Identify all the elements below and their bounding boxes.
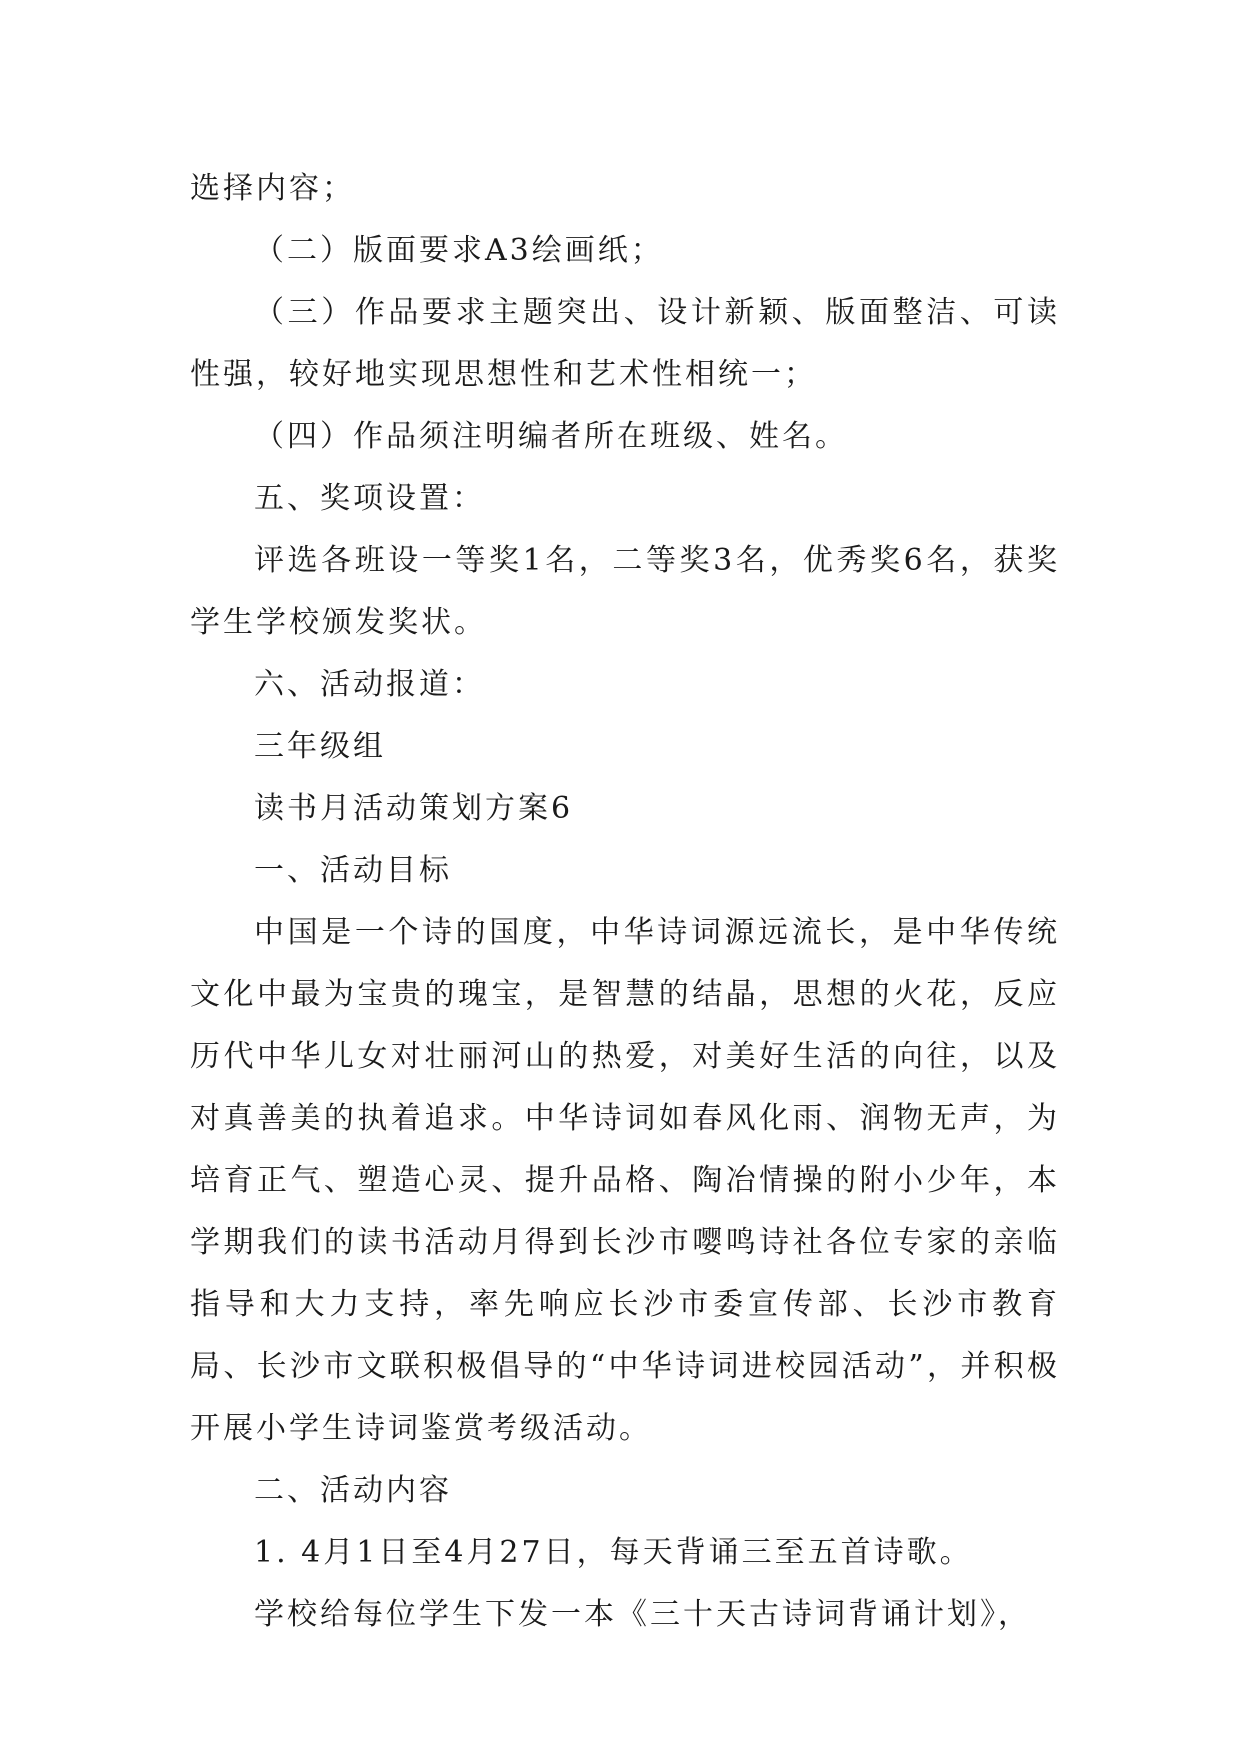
paragraph-4: （四）作品须注明编者所在班级、姓名。: [254, 419, 848, 454]
paragraph-14: 学校给每位学生下发一本《三十天古诗词背诵计划》，: [254, 1597, 1031, 1632]
section-heading-content: 二、活动内容: [254, 1473, 452, 1508]
paragraph-11: 中国是一个诗的国度，中华诗词源远流长，是中华传统文化中最为宝贵的瑰宝，是智慧的结晶，思想的火花，反应历代中华儿女对壮丽河山的热爱，对美好生活的向往，以及对真善美的执着追求。中华诗词如春风化雨、润物无声，为培育正气、塑造心灵、提升品格、陶冶情操的附小少年，本学期我们的读书活动月得到长沙市嘤鸣诗社各位专家的亲临指导和大力支持，率先响应长沙市委宣传部、长沙市教育局、长沙市文联积极倡导的“中华诗词进校园活动”，并积极开展小学生诗词鉴赏考级活动。: [190, 915, 1060, 1446]
paragraph-6: 评选各班设一等奖1名，二等奖3名，优秀奖6名，获奖学生学校颁发奖状。: [190, 543, 1060, 640]
document-body: [190, 158, 1060, 1646]
plan-title: 读书月活动策划方案6: [254, 791, 574, 826]
paragraph-2: （二）版面要求A3绘画纸；: [254, 233, 664, 268]
section-heading-report: 六、活动报道：: [254, 667, 485, 702]
paragraph-13: 1. 4月1日至4月27日，每天背诵三至五首诗歌。: [254, 1535, 973, 1570]
paragraph-3: （三）作品要求主题突出、设计新颖、版面整洁、可读性强，较好地实现思想性和艺术性相统一；: [190, 295, 1060, 392]
section-heading-awards: 五、奖项设置：: [254, 481, 485, 516]
group-name: 三年级组: [254, 729, 386, 764]
section-heading-goals: 一、活动目标: [254, 853, 452, 888]
paragraph-1: 选择内容；: [190, 171, 355, 206]
